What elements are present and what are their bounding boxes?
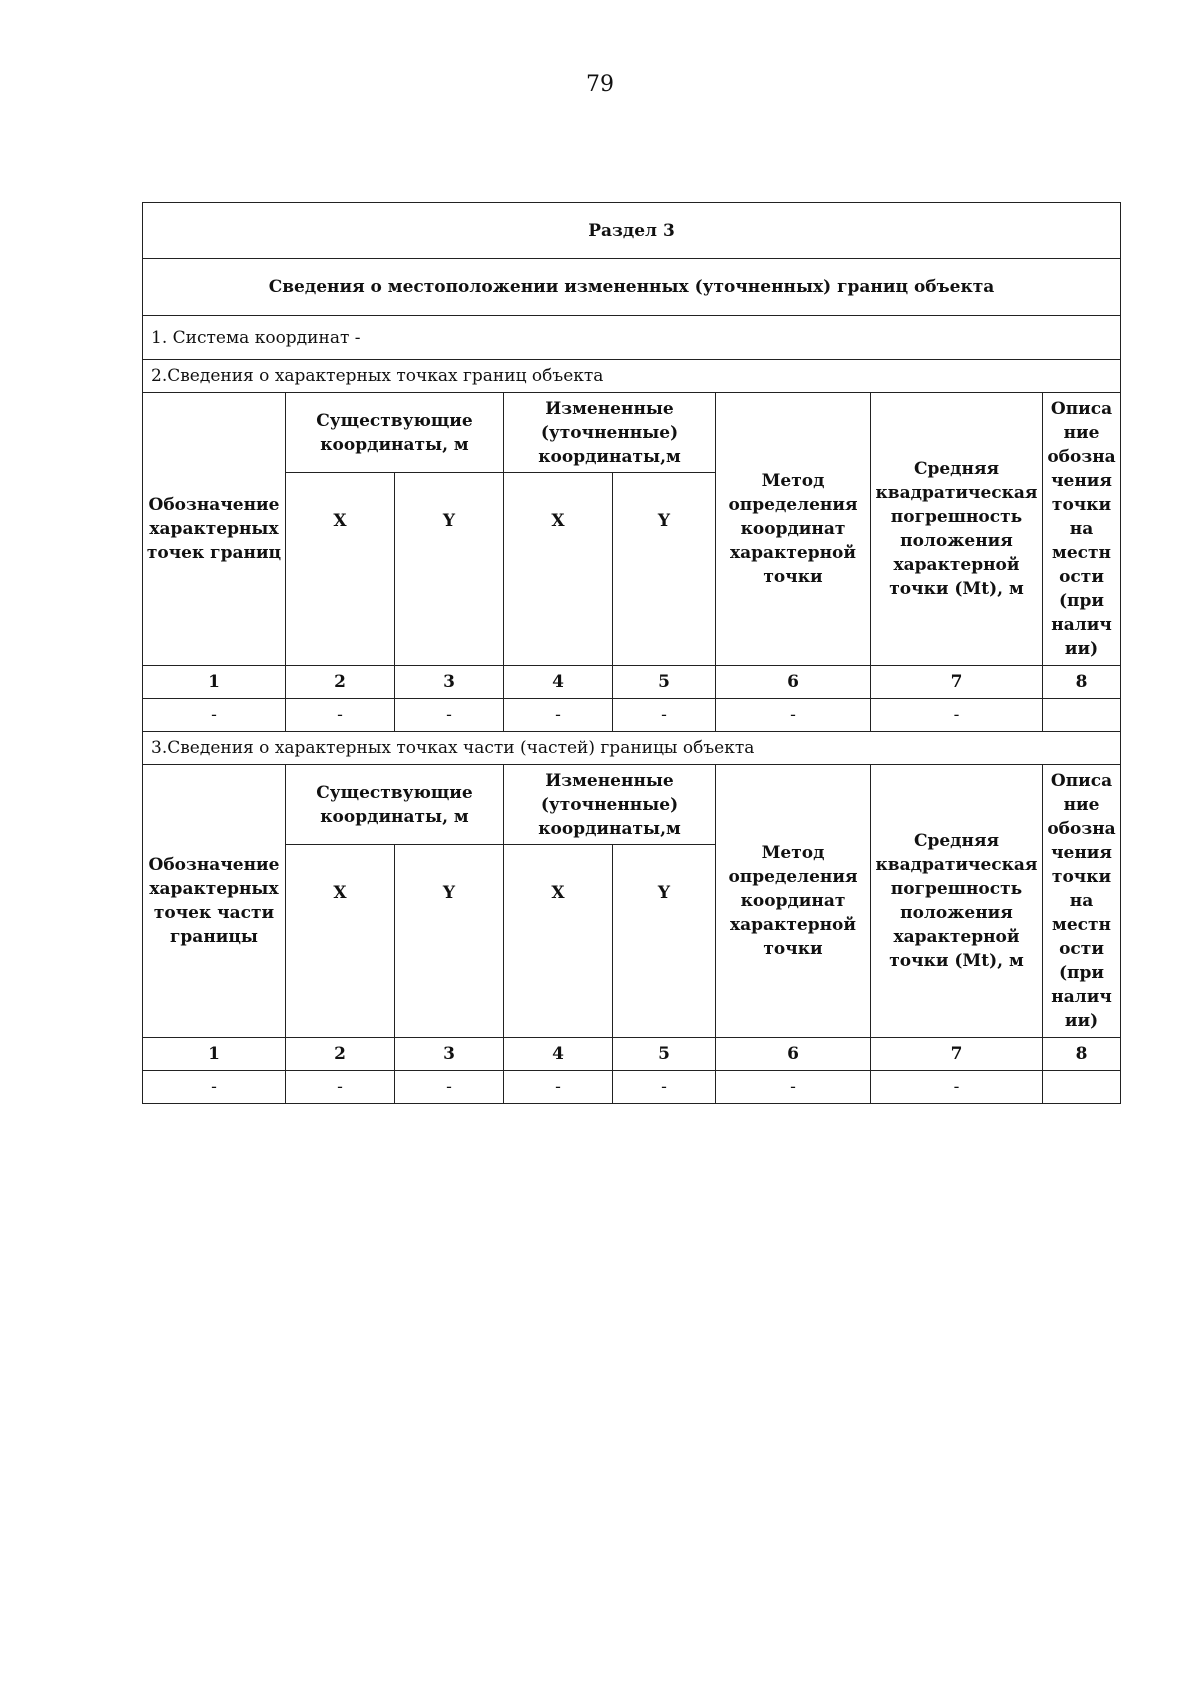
section-3-table [142, 202, 1121, 1104]
column-number: 2 [286, 666, 395, 699]
block2-header-x-changed: X [504, 845, 613, 1038]
column-number: 4 [504, 666, 613, 699]
block2-header-description: Описа ние обозна чения точки на местн ости (при налич ии) [1043, 765, 1121, 1038]
table-cell: - [871, 699, 1043, 732]
block2-header-y-existing: Y [395, 845, 504, 1038]
table-cell: - [143, 1071, 286, 1104]
block2-header-y-changed: Y [613, 845, 716, 1038]
section-title: Раздел 3 [143, 203, 1121, 259]
block2-header-existing: Существующие координаты, м [286, 765, 504, 845]
block2-header-x-existing: X [286, 845, 395, 1038]
table-cell: - [286, 699, 395, 732]
block2-caption: 3.Сведения о характерных точках части (частей) границы объекта [143, 732, 1121, 765]
block2-header-method: Метод определения координат характерной точки [716, 765, 871, 1038]
block1-header-changed: Измененные (уточненные) координаты,м [504, 393, 716, 473]
table-cell: - [286, 1071, 395, 1104]
block1-table-row [143, 699, 1121, 732]
block1-header-x-changed: X [504, 473, 613, 666]
table-cell: - [504, 1071, 613, 1104]
column-number: 8 [1043, 1038, 1121, 1071]
table-cell: - [613, 1071, 716, 1104]
column-number: 3 [395, 666, 504, 699]
block1-header-y-changed: Y [613, 473, 716, 666]
page-number: 79 [586, 72, 614, 97]
block2-header-error: Средняя квадратическая погрешность положения характерной точки (Mt), м [871, 765, 1043, 1038]
column-number: 1 [143, 1038, 286, 1071]
block1-header-description: Описа ние обозна чения точки на местн ости (при налич ии) [1043, 393, 1121, 666]
column-number: 5 [613, 666, 716, 699]
column-number: 7 [871, 666, 1043, 699]
table-cell: - [504, 699, 613, 732]
coordinate-system: 1. Система координат - [143, 316, 1121, 360]
column-number: 3 [395, 1038, 504, 1071]
table-cell [1043, 1071, 1121, 1104]
block1-header-designation: Обозначение характерных точек границ [143, 393, 286, 666]
block1-caption: 2.Сведения о характерных точках границ объекта [143, 360, 1121, 393]
block2-header-designation: Обозначение характерных точек части границы [143, 765, 286, 1038]
column-number: 6 [716, 1038, 871, 1071]
table-cell: - [716, 1071, 871, 1104]
block1-header-existing: Существующие координаты, м [286, 393, 504, 473]
table-cell: - [871, 1071, 1043, 1104]
column-number: 5 [613, 1038, 716, 1071]
section-subtitle: Сведения о местоположении измененных (уточненных) границ объекта [143, 259, 1121, 316]
table-cell [1043, 699, 1121, 732]
table-cell: - [395, 699, 504, 732]
table-cell: - [395, 1071, 504, 1104]
column-number: 4 [504, 1038, 613, 1071]
block1-header-x-existing: X [286, 473, 395, 666]
block1-header-method: Метод определения координат характерной точки [716, 393, 871, 666]
block2-header-changed: Измененные (уточненные) координаты,м [504, 765, 716, 845]
table-cell: - [613, 699, 716, 732]
table-cell: - [143, 699, 286, 732]
block1-header-error: Средняя квадратическая погрешность положения характерной точки (Mt), м [871, 393, 1043, 666]
block1-column-numbers [143, 666, 1121, 699]
column-number: 2 [286, 1038, 395, 1071]
block1-header-y-existing: Y [395, 473, 504, 666]
block2-column-numbers [143, 1038, 1121, 1071]
column-number: 1 [143, 666, 286, 699]
table-cell: - [716, 699, 871, 732]
block2-table-row [143, 1071, 1121, 1104]
column-number: 6 [716, 666, 871, 699]
column-number: 7 [871, 1038, 1043, 1071]
column-number: 8 [1043, 666, 1121, 699]
